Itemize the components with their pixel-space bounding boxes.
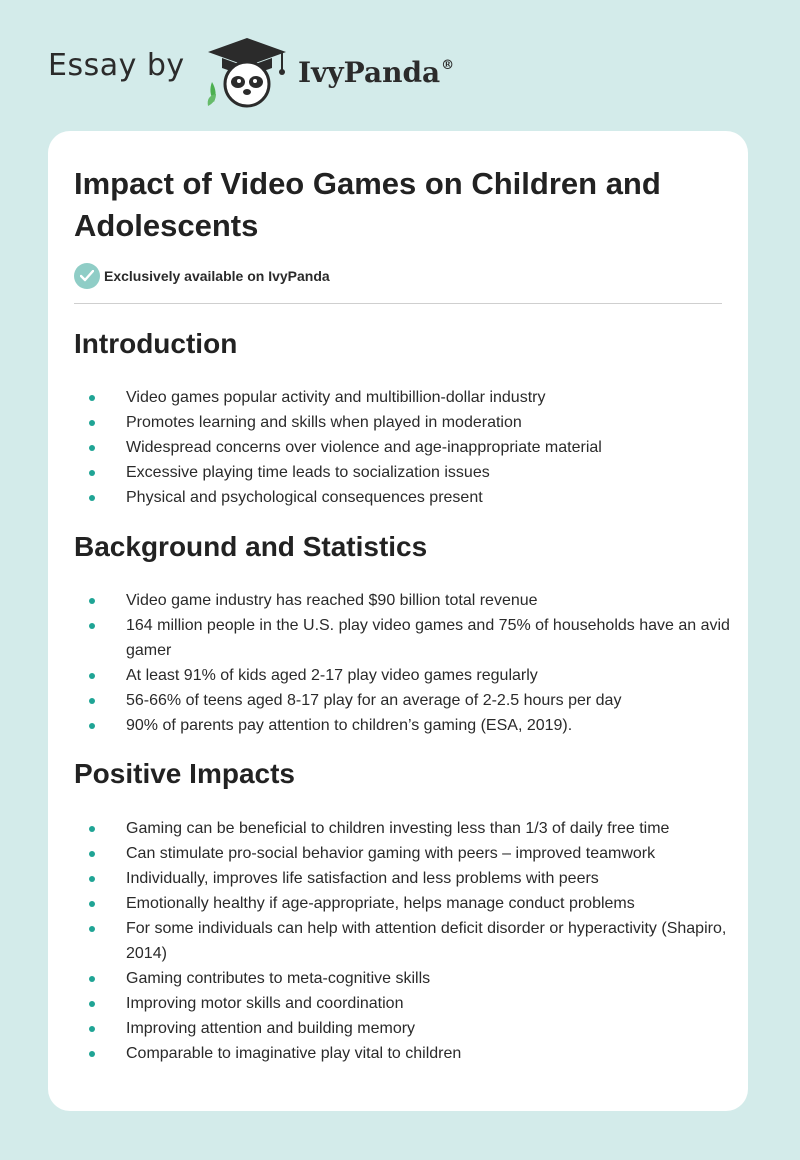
bullet-icon	[89, 723, 95, 729]
list-item	[74, 841, 734, 866]
section-heading-positive-impacts: Positive Impacts	[74, 758, 295, 789]
bullet-icon	[89, 395, 95, 401]
bullet-icon	[89, 623, 95, 629]
list-item-text: Individually, improves life satisfaction and less problems with peers	[126, 870, 599, 887]
bullet-icon	[89, 1051, 95, 1057]
list-item	[74, 1041, 734, 1066]
list-item-text: Improving attention and building memory	[126, 1020, 416, 1037]
list-item-text: For some individuals can help with attention deficit disorder or hyperactivity (Shapiro, 2014)	[126, 920, 727, 962]
exclusive-text: Exclusively available on IvyPanda	[104, 268, 330, 284]
list-positive-impacts	[74, 816, 734, 1066]
list-item-text: 164 million people in the U.S. play video games and 75% of households have an avid gamer	[126, 617, 730, 659]
list-item	[74, 816, 734, 841]
registered-mark: ®	[441, 58, 455, 73]
list-item-text: Emotionally healthy if age-appropriate, helps manage conduct problems	[126, 895, 635, 912]
essay-card	[48, 131, 748, 1111]
bullet-icon	[89, 1001, 95, 1007]
list-item	[74, 991, 734, 1016]
list-item	[74, 916, 734, 966]
list-item-text: Can stimulate pro-social behavior gaming with peers – improved teamwork	[126, 845, 656, 862]
list-item-text: Excessive playing time leads to socialization issues	[126, 464, 490, 481]
bullet-icon	[89, 901, 95, 907]
list-item-text: At least 91% of kids aged 2-17 play video games regularly	[126, 667, 538, 684]
list-item	[74, 663, 734, 688]
list-item	[74, 410, 734, 435]
list-item-text: Video game industry has reached $90 billion total revenue	[126, 592, 538, 609]
brand-name-text: IvyPanda	[298, 56, 441, 89]
list-item	[74, 713, 734, 738]
bullet-icon	[89, 826, 95, 832]
list-item	[74, 460, 734, 485]
bullet-icon	[89, 851, 95, 857]
list-item-text: Widespread concerns over violence and age-inappropriate material	[126, 439, 602, 456]
bullet-icon	[89, 598, 95, 604]
list-item-text: Promotes learning and skills when played in moderation	[126, 414, 522, 431]
list-item-text: Gaming contributes to meta-cognitive skills	[126, 970, 431, 987]
list-item-text: Gaming can be beneficial to children investing less than 1/3 of daily free time	[126, 820, 670, 837]
bullet-icon	[89, 495, 95, 501]
list-item-text: 56-66% of teens aged 8-17 play for an average of 2-2.5 hours per day	[126, 692, 622, 709]
list-item-text: Physical and psychological consequences present	[126, 489, 483, 506]
bullet-icon	[89, 420, 95, 426]
bullet-icon	[89, 698, 95, 704]
check-icon	[74, 263, 100, 289]
list-background	[74, 588, 734, 738]
list-item	[74, 866, 734, 891]
bullet-icon	[89, 470, 95, 476]
list-item-text: Comparable to imaginative play vital to children	[126, 1045, 462, 1062]
list-item	[74, 435, 734, 460]
list-item	[74, 966, 734, 991]
list-item	[74, 1016, 734, 1041]
list-item	[74, 385, 734, 410]
divider	[74, 303, 722, 304]
list-item-text: 90% of parents pay attention to children’s gaming (ESA, 2019).	[126, 717, 573, 734]
list-item	[74, 485, 734, 510]
section-heading-background: Background and Statistics	[74, 531, 428, 562]
brand-prefix: Essay by	[48, 48, 185, 83]
list-item-text: Improving motor skills and coordination	[126, 995, 404, 1012]
bullet-icon	[89, 1026, 95, 1032]
list-item-text: Video games popular activity and multibillion-dollar industry	[126, 389, 546, 406]
list-item	[74, 588, 734, 613]
brand-header	[48, 36, 508, 108]
bullet-icon	[89, 976, 95, 982]
panda-logo-icon	[202, 36, 292, 108]
list-item	[74, 891, 734, 916]
section-heading-introduction: Introduction	[74, 328, 238, 359]
bullet-icon	[89, 876, 95, 882]
list-item	[74, 688, 734, 713]
brand-name	[298, 56, 454, 89]
page-title: Impact of Video Games on Children and Adolescents	[74, 166, 661, 243]
list-item	[74, 613, 734, 663]
bullet-icon	[89, 445, 95, 451]
list-introduction	[74, 385, 734, 510]
bullet-icon	[89, 673, 95, 679]
bullet-icon	[89, 926, 95, 932]
